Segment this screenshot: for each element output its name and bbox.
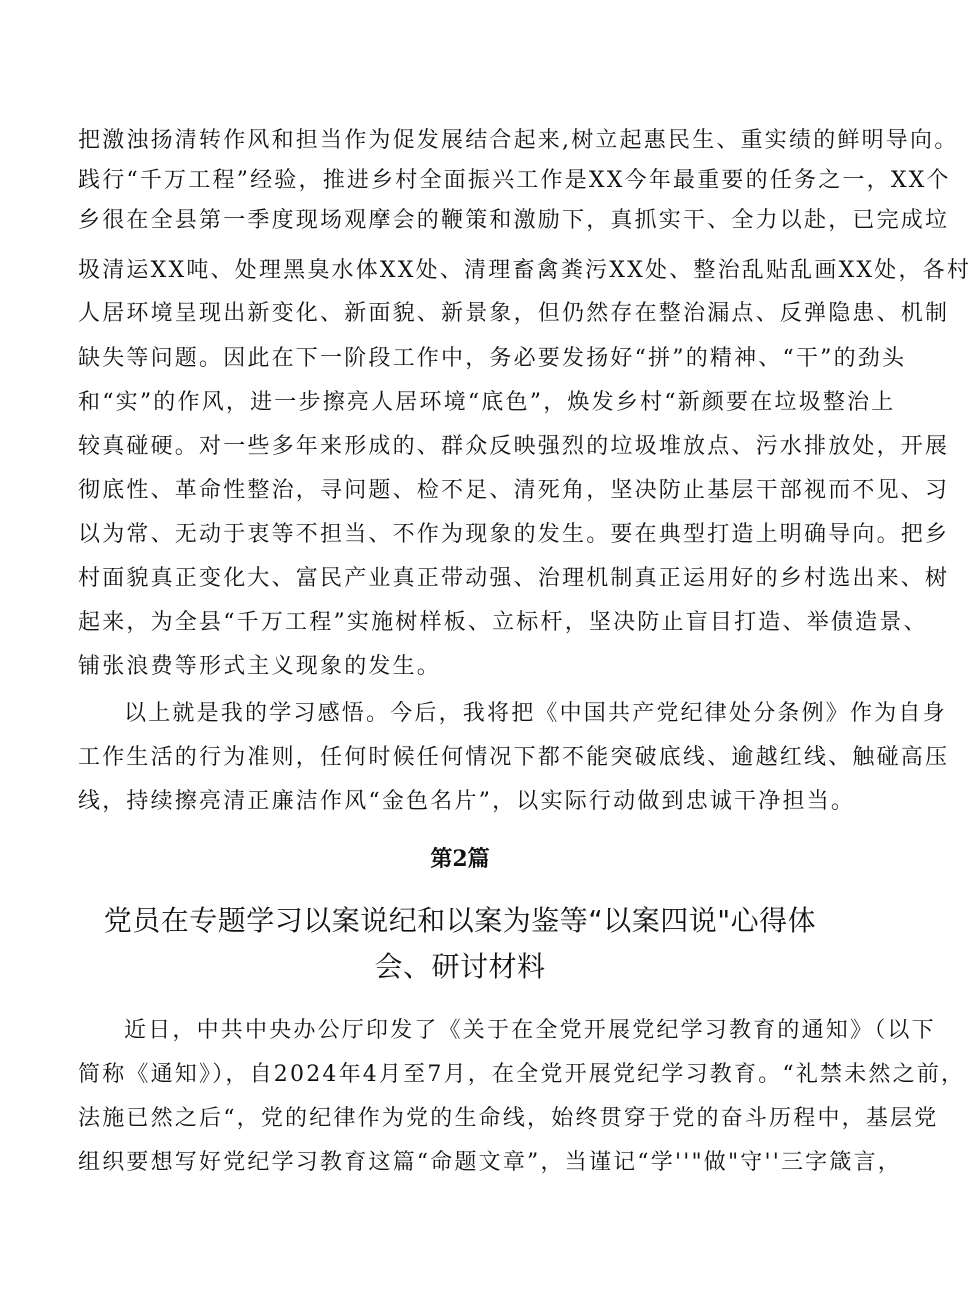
- paragraph-2-line-1: 以上就是我的学习感悟。今后，我将把《中国共产党纪律处分条例》作为自身: [124, 701, 947, 726]
- paragraph-1-line-4: 圾清运XX吨、处理黑臭水体XX处、清理畜禽粪污XX处、整治乱贴乱画XX处，各村: [78, 258, 971, 283]
- section-label: 第2篇: [430, 846, 490, 872]
- paragraph-1-line-2: 践行“千万工程”经验，推进乡村全面振兴工作是XX今年最重要的任务之一，XX个: [78, 168, 951, 193]
- paragraph-1-line-11: 村面貌真正变化大、富民产业真正带动强、治理机制真正运用好的乡村选出来、树: [78, 566, 950, 591]
- paragraph-3-line-2: 简称《通知》），自2024年4月至7月，在全党开展党纪学习教育。“礼禁未然之前，: [78, 1062, 966, 1087]
- paragraph-1-line-1: 把激浊扬清转作风和担当作为促发展结合起来,树立起惠民生、重实绩的鲜明导向。: [78, 128, 959, 153]
- paragraph-1-line-12: 起来，为全县“千万工程”实施树样板、立标杆，坚决防止盲目打造、举债造景、: [78, 610, 928, 635]
- paragraph-1-line-5: 人居环境呈现出新变化、新面貌、新景象，但仍然存在整治漏点、反弹隐患、机制: [78, 301, 950, 326]
- paragraph-3-line-4: 组织要想写好党纪学习教育这篇“命题文章”，当谨记“学''"做"守''三字箴言，: [78, 1150, 902, 1175]
- section-title-line-1: 党员在专题学习以案说纪和以案为鉴等“以案四说"心得体: [103, 904, 817, 937]
- paragraph-1-line-13: 铺张浪费等形式主义现象的发生。: [78, 654, 442, 679]
- paragraph-2-line-2: 工作生活的行为准则，任何时候任何情况下都不能突破底线、逾越红线、触碰高压: [78, 745, 950, 770]
- paragraph-2-line-3: 线，持续擦亮清正廉洁作风“金色名片”，以实际行动做到忠诚干净担当。: [78, 789, 856, 814]
- paragraph-1-line-6: 缺失等问题。因此在下一阶段工作中，务必要发扬好“拼”的精神、“干”的劲头: [78, 346, 907, 371]
- section-title-line-2: 会、研讨材料: [374, 950, 546, 983]
- paragraph-3-line-1: 近日，中共中央办公厅印发了《关于在全党开展党纪学习教育的通知》（以下: [124, 1018, 936, 1043]
- paragraph-1-line-3: 乡很在全县第一季度现场观摩会的鞭策和激励下，真抓实干、全力以赴，已完成垃: [78, 208, 950, 233]
- paragraph-1-line-9: 彻底性、革命性整治，寻问题、检不足、清死角，坚决防止基层干部视而不见、习: [78, 478, 950, 503]
- paragraph-1-line-7: 和“实”的作风，进一步擦亮人居环境“底色”，焕发乡村“新颜要在垃圾整治上: [78, 390, 896, 415]
- paragraph-1-line-10: 以为常、无动于衷等不担当、不作为现象的发生。要在典型打造上明确导向。把乡: [78, 522, 950, 547]
- paragraph-1-line-8: 较真碰硬。对一些多年来形成的、群众反映强烈的垃圾堆放点、污水排放处，开展: [78, 434, 950, 459]
- paragraph-3-line-3: 法施已然之后“，党的纪律作为党的生命线，始终贯穿于党的奋斗历程中，基层党: [78, 1106, 939, 1131]
